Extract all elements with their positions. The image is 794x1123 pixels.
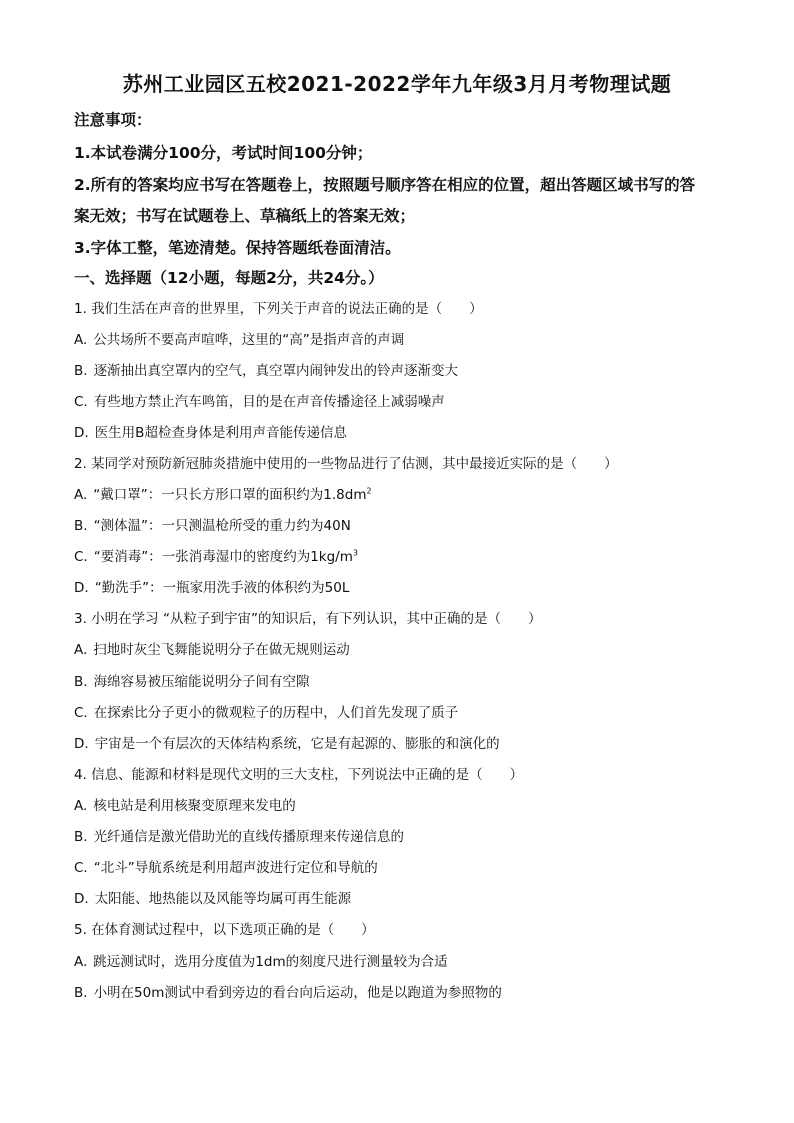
question-2-option-d: D. “勤洗手”：一瓶家用洗手液的体积约为50L xyxy=(74,580,350,596)
question-1-option-c: C. 有些地方禁止汽车鸣笛，目的是在声音传播途径上减弱噪声 xyxy=(74,394,445,410)
question-2-option-a: A. “戴口罩”：一只长方形口罩的面积约为$1.8dm^2$ xyxy=(74,486,372,503)
question-5-option-a: A. 跳远测试时，选用分度值为1dm的刻度尺进行测量较为合适 xyxy=(74,954,448,970)
question-5-stem: 5. 在体育测试过程中，以下选项正确的是（ ） xyxy=(74,922,375,938)
question-2-stem: 2. 某同学对预防新冠肺炎措施中使用的一些物品进行了估测，其中最接近实际的是（ ） xyxy=(74,456,618,472)
question-2-option-b: B. “测体温”：一只测温枪所受的重力约为40N xyxy=(74,518,351,534)
question-4-option-d: D. 太阳能、地热能以及风能等均属可再生能源 xyxy=(74,891,352,907)
question-3-stem: 3. 小明在学习 “从粒子到宇宙”的知识后，有下列认识，其中正确的是（ ） xyxy=(74,611,542,627)
notice-item-2-line-1: 2.所有的答案均应书写在答题卷上，按照题号顺序答在相应的位置，超出答题区域书写的答 xyxy=(74,176,696,194)
question-3-option-c: C. 在探索比分子更小的微观粒子的历程中，人们首先发现了质子 xyxy=(74,705,459,721)
notice-heading: 注意事项： xyxy=(74,111,152,129)
question-4-option-a: A. 核电站是利用核聚变原理来发电的 xyxy=(74,798,296,814)
exam-title: 苏州工业园区五校2021-2022学年九年级3月月考物理试题 xyxy=(122,72,672,96)
notice-item-2-line-2: 案无效；书写在试题卷上、草稿纸上的答案无效； xyxy=(74,207,416,225)
question-4-option-b: B. 光纤通信是激光借助光的直线传播原理来传递信息的 xyxy=(74,829,405,845)
section-heading: 一、选择题（12小题，每题2分，共24分。） xyxy=(74,269,384,287)
notice-item-1: 1.本试卷满分100分，考试时间100分钟； xyxy=(74,144,373,162)
question-4-option-c: C. “北斗”导航系统是利用超声波进行定位和导航的 xyxy=(74,860,378,876)
question-1-option-d: D. 医生用B超检查身体是利用声音能传递信息 xyxy=(74,425,347,441)
question-3-option-d: D. 宇宙是一个有层次的天体结构系统，它是有起源的、膨胀的和演化的 xyxy=(74,736,500,752)
question-1-option-a: A. 公共场所不要高声喧哗，这里的“高”是指声音的声调 xyxy=(74,332,405,348)
question-3-option-a: A. 扫地时灰尘飞舞能说明分子在做无规则运动 xyxy=(74,642,350,658)
question-1-stem: 1. 我们生活在声音的世界里，下列关于声音的说法正确的是（ ） xyxy=(74,301,483,317)
question-4-stem: 4. 信息、能源和材料是现代文明的三大支柱，下列说法中正确的是（ ） xyxy=(74,767,524,783)
question-5-option-b: B. 小明在50m测试中看到旁边的看台向后运动，他是以跑道为参照物的 xyxy=(74,985,502,1001)
notice-item-3: 3.字体工整，笔迹清楚。保持答题纸卷面清洁。 xyxy=(74,239,401,257)
question-1-option-b: B. 逐渐抽出真空罩内的空气，真空罩内闹钟发出的铃声逐渐变大 xyxy=(74,363,459,379)
question-3-option-b: B. 海绵容易被压缩能说明分子间有空隙 xyxy=(74,674,310,690)
question-2-option-c: C. “要消毒”：一张消毒湿巾的密度约为$1kg/m^3$ xyxy=(74,548,358,565)
